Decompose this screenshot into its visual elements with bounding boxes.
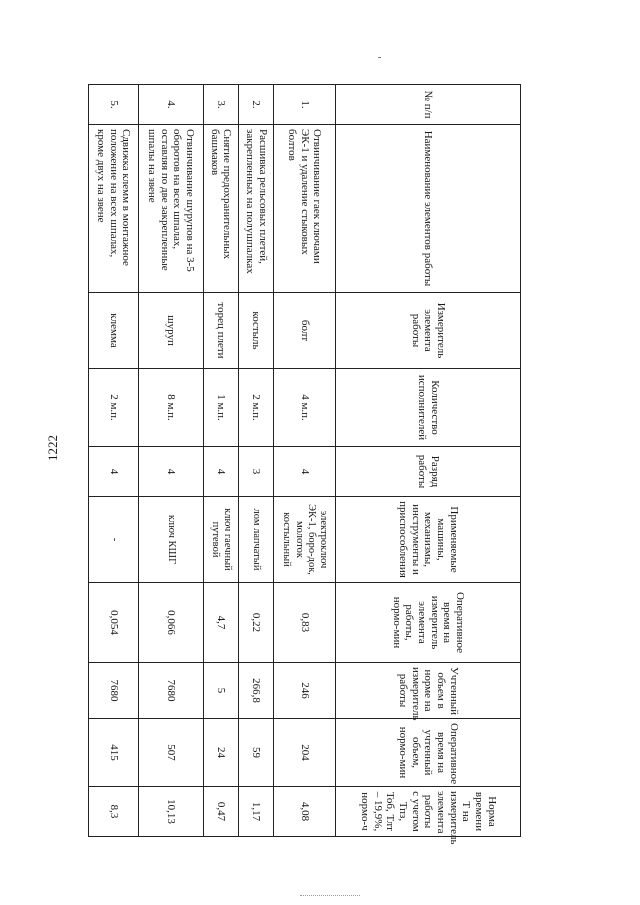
- table-row: [238, 85, 273, 837]
- cell-tools: ключ КШГ: [138, 497, 203, 583]
- cell-count: 2 м.п.: [89, 369, 139, 447]
- cell-name: Снятие предохранительных башмаков: [203, 125, 238, 293]
- cell-num: 2.: [238, 85, 273, 125]
- cell-optime: 507: [138, 719, 203, 787]
- cell-volume: 246: [274, 663, 336, 719]
- header-meter: Измеритель элемента работы: [336, 293, 521, 369]
- header-num: № п/п: [336, 85, 521, 125]
- cell-grade: 4: [89, 447, 139, 497]
- cell-grade: 3: [238, 447, 273, 497]
- header-grade: Разряд работы: [336, 447, 521, 497]
- header-tools: Применяемые машины, механизмы, инструменты и приспособления: [336, 497, 521, 583]
- cell-time: 0,054: [89, 583, 139, 663]
- cell-volume: 266,8: [238, 663, 273, 719]
- header-norm: Норма времени Т на измеритель элемента работы с учетом Тпз, Тоб, Тлт – 19,9%, нормо-ч: [336, 787, 521, 837]
- cell-optime: 59: [238, 719, 273, 787]
- table-row: [89, 85, 139, 837]
- cell-tools: -: [89, 497, 139, 583]
- cell-meter: болт: [274, 293, 336, 369]
- cell-meter: шуруп: [138, 293, 203, 369]
- header-volume: Учтенный объем в норме на измеритель работы: [336, 663, 521, 719]
- cell-grade: 4: [138, 447, 203, 497]
- cell-grade: 4: [203, 447, 238, 497]
- table-row: [138, 85, 203, 837]
- table-row: [203, 85, 238, 837]
- cell-count: 4 м.п.: [274, 369, 336, 447]
- cell-optime: 415: [89, 719, 139, 787]
- cell-time: 0,22: [238, 583, 273, 663]
- cell-norm: 10,13: [138, 787, 203, 837]
- cell-meter: костыль: [238, 293, 273, 369]
- cell-norm: 4,08: [274, 787, 336, 837]
- cell-tools: электроключ ЭК-1, боро-док, молоток костыльный: [274, 497, 336, 583]
- cell-count: 2 м.п.: [238, 369, 273, 447]
- cell-count: 1 м.п.: [203, 369, 238, 447]
- cell-time: 0,066: [138, 583, 203, 663]
- header-name: Наименование элементов работы: [336, 125, 521, 293]
- header-count: Количество исполнителей: [336, 369, 521, 447]
- norms-table: [88, 84, 521, 845]
- cell-meter: торец плети: [203, 293, 238, 369]
- cell-name: Сдвижка клемм в монтажное положение на всех шпалах, кроме двух на звене: [89, 125, 139, 293]
- cell-name: Расшивка рельсовых плетей, закрепленных на полушпалках: [238, 125, 273, 293]
- cell-volume: 5: [203, 663, 238, 719]
- cell-num: 4.: [138, 85, 203, 125]
- scan-mark: [378, 57, 381, 58]
- norms-table-sheet: [88, 84, 521, 845]
- cell-name: Отвинчивание гаек ключами ЭК-1 и удаление стыковых болтов: [274, 125, 336, 293]
- cell-norm: 8,3: [89, 787, 139, 837]
- cell-grade: 4: [274, 447, 336, 497]
- scan-bottom-mark: [300, 895, 360, 897]
- table-row: [274, 85, 336, 837]
- cell-time: 4,7: [203, 583, 238, 663]
- page-number: 1222: [45, 435, 60, 461]
- header-optime: Оперативное время на учтенный объем, нормо-мин: [336, 719, 521, 787]
- cell-time: 0,83: [274, 583, 336, 663]
- cell-num: 1.: [274, 85, 336, 125]
- cell-count: 8 м.п.: [138, 369, 203, 447]
- cell-norm: 1,17: [238, 787, 273, 837]
- cell-volume: 7680: [89, 663, 139, 719]
- cell-num: 5.: [89, 85, 139, 125]
- cell-volume: 7680: [138, 663, 203, 719]
- cell-optime: 204: [274, 719, 336, 787]
- cell-name: Отвинчивание шурупов на 3-5 оборотов на всех шпалах, оставляя по две закрепленные шпалы на звене: [138, 125, 203, 293]
- cell-meter: клемма: [89, 293, 139, 369]
- cell-tools: ключ гаечный путевой: [203, 497, 238, 583]
- table-header-row: [336, 85, 521, 837]
- header-time: Оперативное время на измеритель элемента работы, нормо-мин: [336, 583, 521, 663]
- cell-tools: лом лапчатый: [238, 497, 273, 583]
- cell-norm: 0,47: [203, 787, 238, 837]
- cell-optime: 24: [203, 719, 238, 787]
- cell-num: 3.: [203, 85, 238, 125]
